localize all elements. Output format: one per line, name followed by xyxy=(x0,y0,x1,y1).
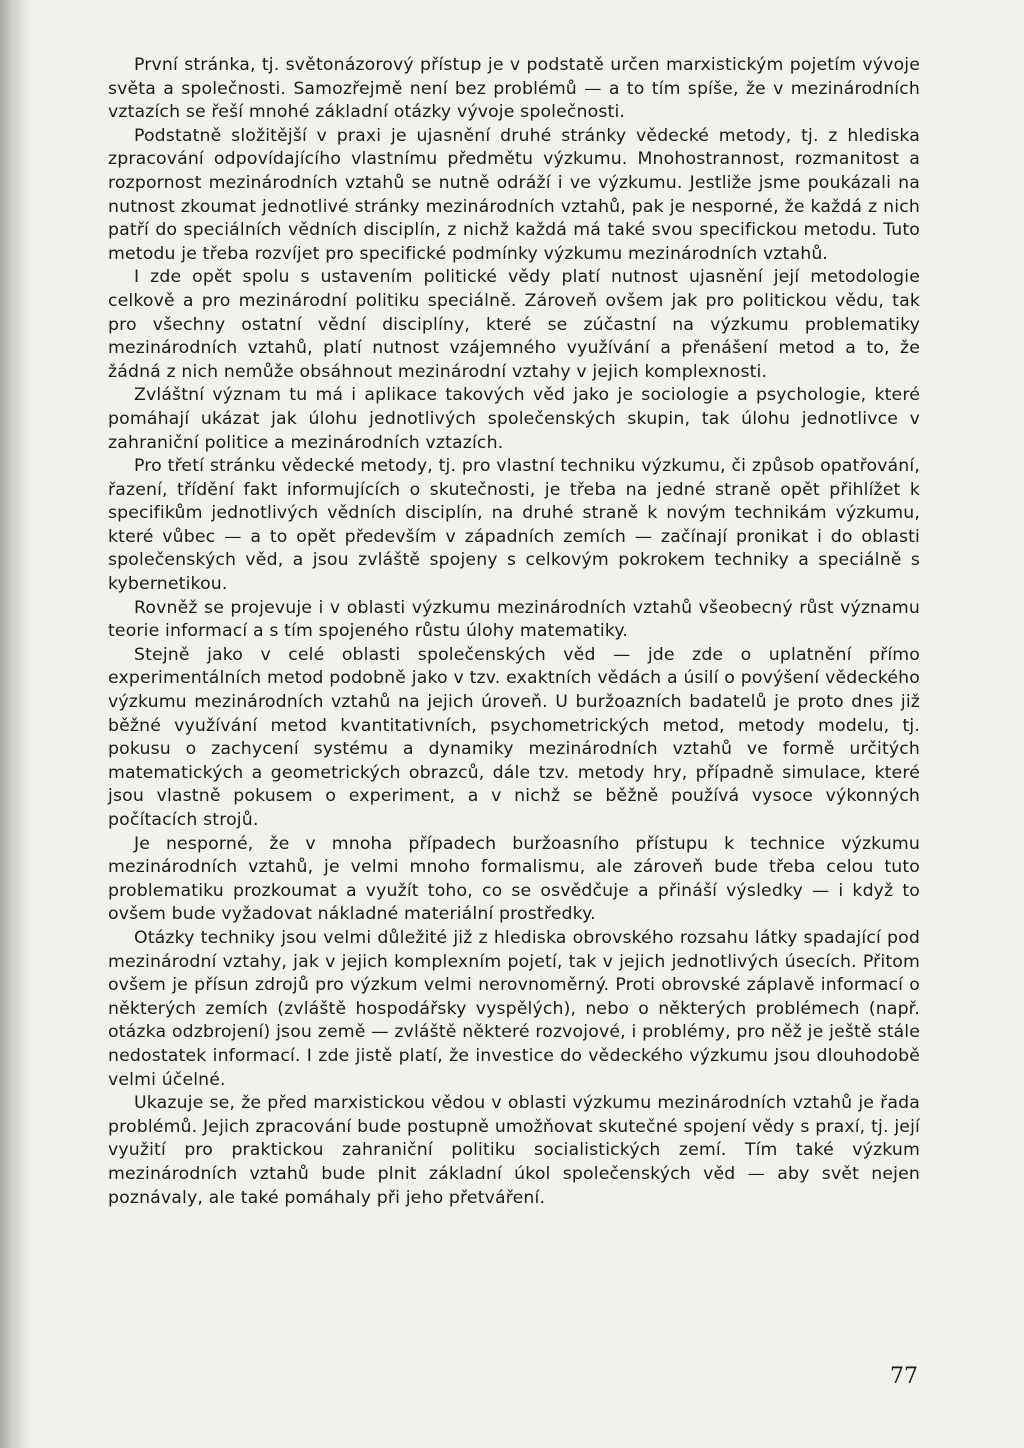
paragraph-4: Zvláštní význam tu má i aplikace takových věd jako je sociologie a psychologie, které pomáhají ukázat jak úlohu jednotlivých společenských skupin, tak úlohu jednotlivce v zahraniční politice a mezinárodních vztazích. xyxy=(108,385,920,453)
paragraph-8: Je nesporné, že v mnoha případech buržoasního přístupu k technice výzkumu mezinárodních vztahů, je velmi mnoho formalismu, ale zároveň bude třeba celou tuto problematiku prozkoumat a využít toho, co se osvědčuje a přináší výsledky — i když to ovšem bude vyžadovat nákladné materiální prostředky. xyxy=(108,833,920,925)
paragraph-3: I zde opět spolu s ustavením politické vědy platí nutnost ujasnění její metodologie celkově a pro mezinárodní politiku speciálně. Zároveň ovšem jak pro politickou vědu, tak pro všechny ostatní vědní disciplíny, které se zúčastní na výzkumu problematiky mezinárodních vztahů, platí nutnost vzájemného využívání a přenášení metod a to, že žádná z nich nemůže obsáhnout mezinárodní vztahy v jejich komplexnosti. xyxy=(108,267,920,382)
paragraph-2: Podstatně složitější v praxi je ujasnění druhé stránky vědecké metody, tj. z hlediska zpracování odpovídajícího vlastnímu předmětu výzkumu. Mnohostrannost, rozmanitost a rozpornost mezinárodních vztahů se nutně odráží i ve výzkumu. Jestliže jsme poukázali na nutnost zkoumat jednotlivé stránky mezinárodních vztahů, pak je nesporné, že každá z nich patří do speciálních vědních disciplín, z nichž každá má také svou specifickou metodu. Tuto metodu je třeba rozvíjet pro specifické podmínky výzkumu mezinárodních vztahů. xyxy=(108,125,920,264)
paragraph-1: První stránka, tj. světonázorový přístup je v podstatě určen marxistickým pojetím vývoje světa a společnosti. Samozřejmě není bez problémů — a to tím spíše, že v mezinárodních vztazích se řeší mnohé základní otázky vývoje společnosti. xyxy=(108,55,920,123)
page-body xyxy=(108,54,920,1210)
paragraph-7: Stejně jako v celé oblasti společenských věd — jde zde o uplatnění přímo experimentálních metod podobně jako v tzv. exaktních vědách a úsilí o povýšení vědeckého výzkumu mezinárodních vztahů na jejich úroveň. U buržoazních badatelů je proto dnes již běžné využívání metod kvantitativních, psychometrických metod, metody modelu, tj. pokusu o zachycení systému a dynamiky mezinárodních vztahů ve formě určitých matematických a geometrických obrazců, dále tzv. metody hry, případně simulace, které jsou vlastně pokusem o experiment, a v nichž se běžně používá vysoce výkonných počítacích strojů. xyxy=(108,644,920,830)
paragraph-6: Rovněž se projevuje i v oblasti výzkumu mezinárodních vztahů všeobecný růst významu teorie informací a s tím spojeného růstu úlohy matematiky. xyxy=(108,597,920,642)
paragraph-9: Otázky techniky jsou velmi důležité již z hlediska obrovského rozsahu látky spadající pod mezinárodní vztahy, jak v jejich komplexním pojetí, tak v jejich jednotlivých úsecích. Přitom ovšem je přísun zdrojů pro výzkum velmi nerovnoměrný. Proti obrovské záplavě informací o některých zemích (zvláště hospodářsky vyspělých), nebo o některých problémech (např. otázka odzbrojení) jsou země — zvláště některé rozvojové, i problémy, pro něž je ještě stále nedostatek informací. I zde jistě platí, že investice do vědeckého výzkumu jsou dlouhodobě velmi účelné. xyxy=(108,927,920,1090)
page-number: 77 xyxy=(890,1364,918,1389)
scan-edge-shadow xyxy=(0,0,34,1448)
paragraph-5: Pro třetí stránku vědecké metody, tj. pro vlastní techniku výzkumu, či způsob opatřování, řazení, třídění fakt informujících o skutečnosti, je třeba na jedné straně opět přihlížet k specifikům jednotlivých vědních disciplín, na druhé straně k novým technikám výzkumu, které vůbec — a to opět především v západních zemích — začínají pronikat i do oblasti společenských věd, a jsou zvláště spojeny s celkovým pokrokem techniky a speciálně s kybernetikou. xyxy=(108,456,920,595)
paragraph-10: Ukazuje se, že před marxistickou vědou v oblasti výzkumu mezinárodních vztahů je řada problémů. Jejich zpracování bude postupně umožňovat skutečné spojení vědy s praxí, tj. její využití pro praktickou zahraniční politiku socialistických zemí. Tím také výzkum mezinárodních vztahů bude plnit základní úkol společenských věd — aby svět nejen poznávaly, ale také pomáhaly při jeho přetváření. xyxy=(108,1093,920,1208)
